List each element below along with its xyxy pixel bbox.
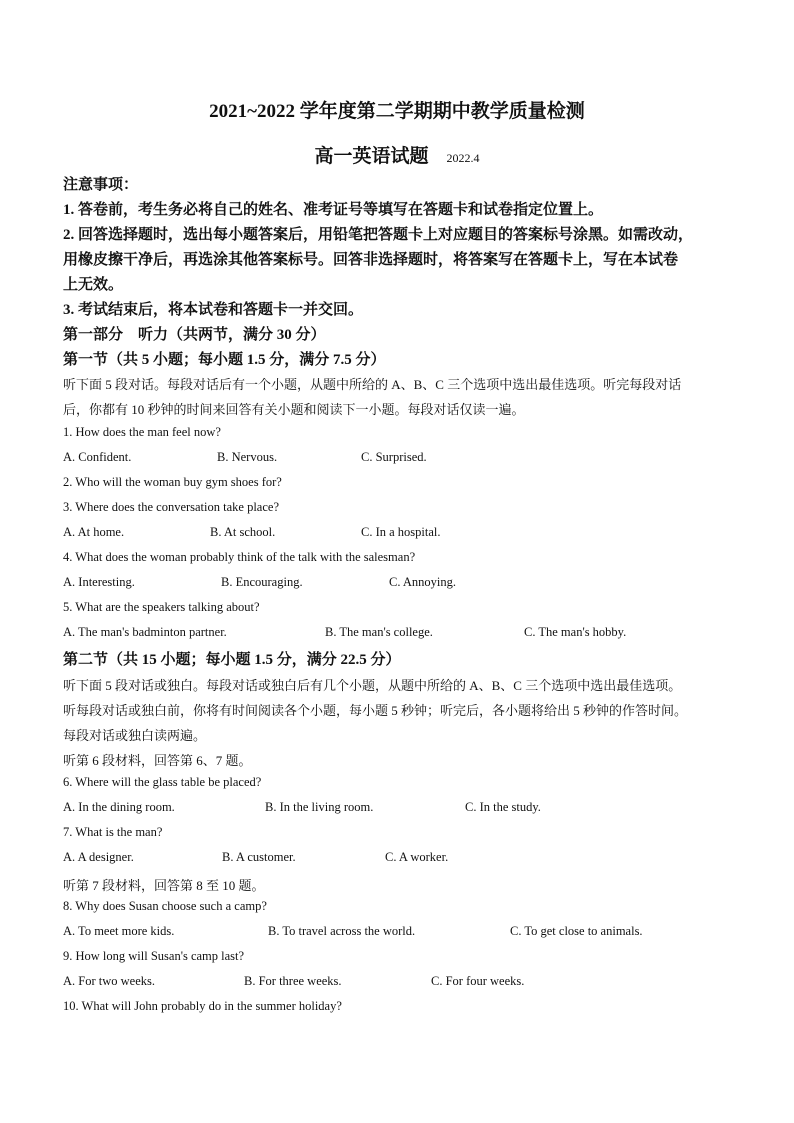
section2-instructions-line-3: 每段对话或独白读两遍。 <box>63 728 207 743</box>
question-stem: 6. Where will the glass table be placed? <box>63 775 262 789</box>
option-a: A. In the dining room. <box>63 800 175 814</box>
question-stem: 2. Who will the woman buy gym shoes for? <box>63 475 282 489</box>
option-b: B. At school. <box>210 525 276 539</box>
option-c: C. To get close to animals. <box>510 924 643 938</box>
option-b: B. Nervous. <box>217 450 278 464</box>
notice-item-2-line-3: 上无效。 <box>63 277 124 293</box>
section2-instructions-line-1: 听下面 5 段对话或独白。每段对话或独白后有几个小题，从题中所给的 A、B、C 三个选项中选出最佳选项。 <box>63 678 682 693</box>
material-7-instruction: 听第 7 段材料，回答第 8 至 10 题。 <box>63 878 265 893</box>
option-a: A. For two weeks. <box>63 974 156 988</box>
question-stem: 8. Why does Susan choose such a camp? <box>63 899 267 913</box>
question-stem: 3. Where does the conversation take place? <box>63 500 279 514</box>
option-c: C. A worker. <box>385 850 449 864</box>
section1-instructions-line-2: 后，你都有 10 秒钟的时间来回答有关小题和阅读下一小题。每段对话仅读一遍。 <box>63 402 525 417</box>
exam-subtitle-line <box>0 141 794 168</box>
option-c: C. For four weeks. <box>431 974 525 988</box>
section2-heading: 第二节（共 15 小题；每小题 1.5 分，满分 22.5 分） <box>63 652 401 668</box>
option-a: A. The man's badminton partner. <box>63 625 227 639</box>
notice-item-3: 3. 考试结束后，将本试卷和答题卡一并交回。 <box>63 302 364 318</box>
question-stem: 5. What are the speakers talking about? <box>63 600 260 614</box>
option-a: A. To meet more kids. <box>63 924 175 938</box>
notice-item-1: 1. 答卷前，考生务必将自己的姓名、准考证号等填写在答题卡和试卷指定位置上。 <box>63 202 604 218</box>
option-a: A. Interesting. <box>63 575 135 589</box>
option-b: B. To travel across the world. <box>268 924 416 938</box>
notice-item-2-line-2: 用橡皮擦干净后，再选涂其他答案标号。回答非选择题时，将答案写在答题卡上，写在本试卷 <box>63 252 679 268</box>
option-c: C. The man's hobby. <box>524 625 627 639</box>
section2-instructions-line-2: 听每段对话或独白前，你将有时间阅读各个小题，每小题 5 秒钟；听完后，各小题将给出 5 秒钟的作答时间。 <box>63 703 688 718</box>
option-c: C. Annoying. <box>389 575 457 589</box>
question-stem: 1. How does the man feel now? <box>63 425 221 439</box>
question-stem: 9. How long will Susan's camp last? <box>63 949 245 963</box>
notice-item-2-line-1: 2. 回答选择题时，选出每小题答案后，用铅笔把答题卡上对应题目的答案标号涂黑。如需改动， <box>63 227 694 243</box>
question-stem: 4. What does the woman probably think of the talk with the salesman? <box>63 550 416 564</box>
exam-subtitle: 高一英语试题 <box>314 146 429 167</box>
option-b: B. In the living room. <box>265 800 374 814</box>
option-b: B. Encouraging. <box>221 575 303 589</box>
option-b: B. The man's college. <box>325 625 433 639</box>
exam-title: 2021~2022 学年度第二学期期中教学质量检测 <box>209 101 585 122</box>
notice-heading: 注意事项： <box>63 177 139 193</box>
part1-heading: 第一部分 听力（共两节，满分 30 分） <box>63 327 326 343</box>
question-stem: 7. What is the man? <box>63 825 163 839</box>
option-c: C. In a hospital. <box>361 525 441 539</box>
material-6-instruction: 听第 6 段材料，回答第 6、7 题。 <box>63 753 252 768</box>
option-a: A. At home. <box>63 525 125 539</box>
option-c: C. In the study. <box>465 800 541 814</box>
option-b: B. A customer. <box>222 850 296 864</box>
question-stem: 10. What will John probably do in the summer holiday? <box>63 999 342 1013</box>
exam-date: 2022.4 <box>446 151 480 165</box>
option-b: B. For three weeks. <box>244 974 342 988</box>
section1-instructions-line-1: 听下面 5 段对话。每段对话后有一个小题，从题中所给的 A、B、C 三个选项中选出最佳选项。听完每段对话 <box>63 377 682 392</box>
section1-heading: 第一节（共 5 小题；每小题 1.5 分，满分 7.5 分） <box>63 352 386 368</box>
option-a: A. A designer. <box>63 850 134 864</box>
option-a: A. Confident. <box>63 450 132 464</box>
option-c: C. Surprised. <box>361 450 427 464</box>
